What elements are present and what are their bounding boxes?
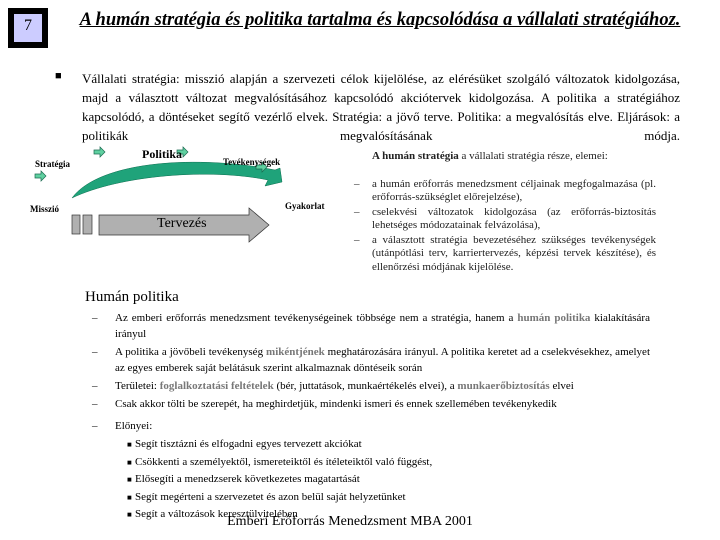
slide-number-badge: 7	[8, 8, 48, 48]
bar-block	[72, 215, 80, 234]
label-strategia: Stratégia	[35, 159, 70, 169]
label-tervezes: Tervezés	[157, 216, 207, 231]
label-tevekenysegek: Tevékenységek	[223, 157, 281, 167]
section-title: Humán politika	[85, 289, 179, 305]
list-item: – Csak akkor tölti be szerepét, ha meghirdetjük, mindenki ismeri és ennek szellemében tevékenykedik	[92, 398, 557, 410]
intro-paragraph: Vállalati stratégia: misszió alapján a szervezeti célok kijelölése, az elérésüket szolgáló változatok kidolgozása, majd a választott változat megvalósításához kapcsolódó akciótervek kidolgozása. A politika a stratégiához kapcsolódó, a döntéseket segítő vezérlő elvek. Stratégia: a jövő terve. Politika: a megvalósítás elve. Eljárások: a politikák megvalósításának módja.	[82, 71, 680, 143]
page-title: A humán stratégia és politika tartalma és kapcsolódása a vállalati stratégiához.	[79, 10, 681, 30]
small-arrow-icon	[35, 171, 46, 181]
list-item: – Előnyei:	[92, 420, 153, 432]
bar-block	[83, 215, 92, 234]
list-item: – a humán erőforrás menedzsment céljainak megfogalmazása (pl. erőforrás-szükséglet előrejelzése),	[354, 177, 656, 203]
list-item: – A politika a jövőbeli tevékenység mikéntjének meghatározására irányul. A politika keretet ad a cselekvésekhez, amelyet az egyes emberek saját belátásuk szerint alkalmaznak döntéseik során	[92, 346, 650, 374]
list-item: – cselekvési változatok kidolgozása (az erőforrás-biztosítás lehetséges módozatainak felvázolása),	[354, 205, 656, 231]
footer: Emberi Erőforrás Menedzsment MBA 2001	[227, 514, 473, 529]
heading-bold: A humán stratégia	[372, 150, 459, 162]
label-politika: Politika	[142, 147, 183, 161]
small-arrow-icon	[94, 147, 105, 157]
list-item: – Az emberi erőforrás menedzsment tevékenységeinek többsége nem a stratégia, hanem a humán politika kialakítására irányul	[92, 312, 650, 340]
human-policy-list	[92, 310, 650, 524]
benefits-list	[92, 436, 650, 524]
benefit-item: ■ Segít tisztázni és elfogadni egyes tervezett akciókat	[127, 438, 362, 450]
benefit-item: ■ Segít a változások keresztülvitelében	[127, 508, 298, 520]
heading-rest: a vállalati stratégia része, elemei:	[458, 150, 608, 162]
benefit-item: ■ Csökkenti a személyektől, ismereteiktől és ítéleteiktől való függést,	[127, 455, 433, 468]
list-item: – a választott stratégia bevezetéséhez szükséges tevékenységek (utánpótlási terv, karriertervezés, képzési tervek készítése), és ellenőrzési módjának kijelölése.	[354, 233, 656, 273]
benefit-item: ■ Segít megérteni a szervezetet és azon belül saját helyzetünket	[127, 490, 406, 503]
label-gyakorlat: Gyakorlat	[285, 201, 325, 211]
benefit-item: ■ Elősegíti a menedzserek következetes magatartását	[127, 473, 360, 485]
bullet-icon: ■	[55, 70, 62, 82]
curved-arrow	[72, 162, 282, 198]
human-strategy-box	[354, 150, 656, 275]
strategy-diagram	[20, 140, 360, 250]
label-misszio: Misszió	[30, 204, 59, 214]
list-item: – Területei: foglalkoztatási feltételek (bér, juttatások, munkaértékelés elvei), a munkaerőbiztosítás elvei	[92, 380, 574, 392]
